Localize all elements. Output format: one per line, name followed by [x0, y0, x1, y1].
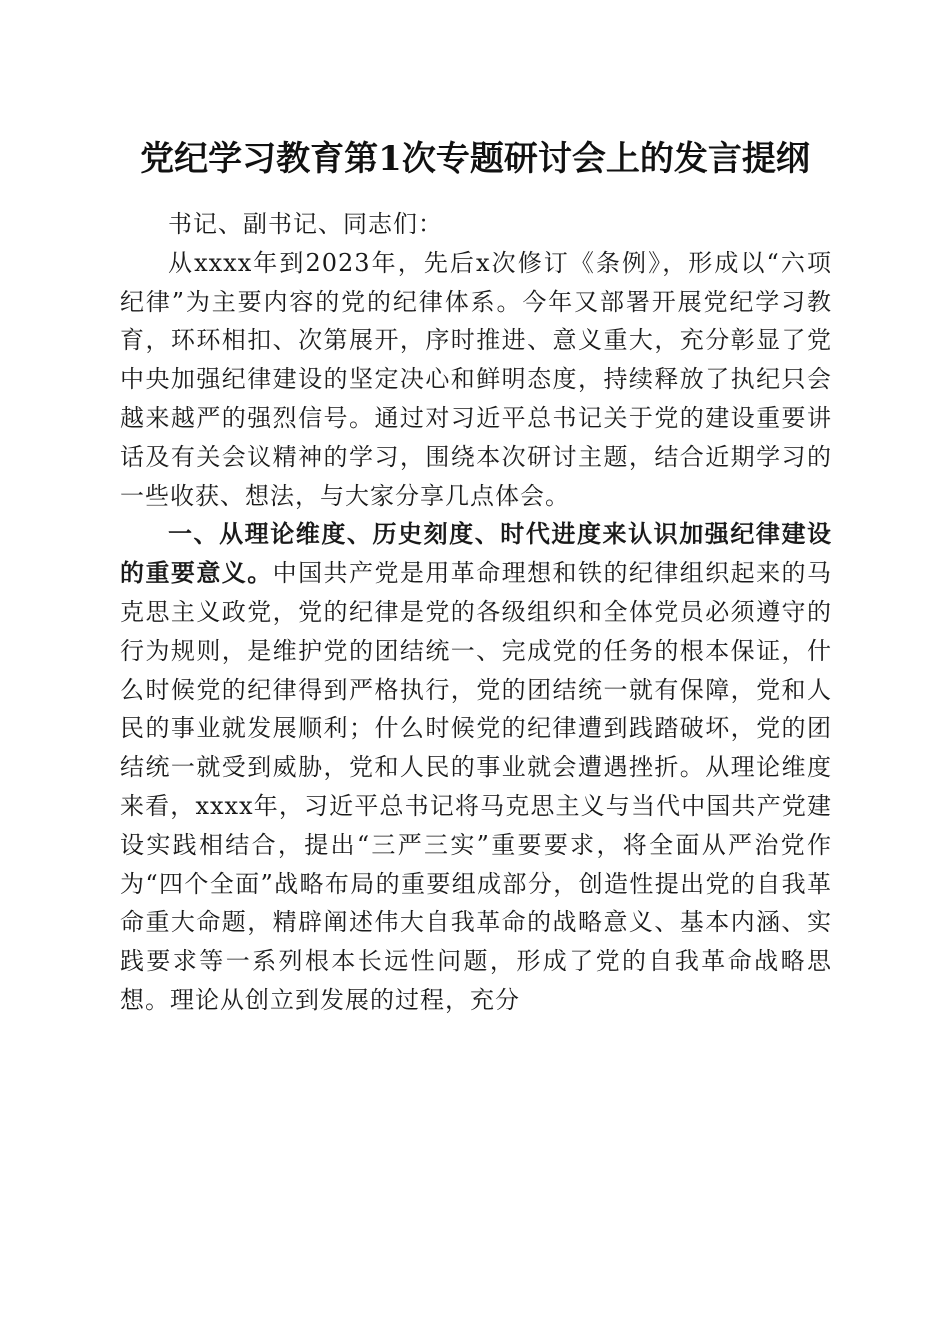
- section-1-body: 中国共产党是用革命理想和铁的纪律组织起来的马克思主义政党，党的纪律是党的各级组织和全体党员必须遵守的行为规则，是维护党的团结统一、完成党的任务的根本保证，什么时候党的纪律得到严格执行，党的团结统一就有保障，党和人民的事业就发展顺利；什么时候党的纪律遭到践踏破坏，党的团结统一就受到威胁，党和人民的事业就会遭遇挫折。从理论维度来看，xxxx年，习近平总书记将马克思主义与当代中国共产党建设实践相结合，提出“三严三实”重要要求，将全面从严治党作为“四个全面”战略布局的重要组成部分，创造性提出党的自我革命重大命题，精辟阐述伟大自我革命的战略意义、基本内涵、实践要求等一系列根本长远性问题，形成了党的自我革命战略思想。理论从创立到发展的过程，充分: [120, 559, 833, 1014]
- document-title: 党纪学习教育第1次专题研讨会上的发言提纲: [140, 139, 810, 179]
- paragraph-2: [120, 515, 832, 1019]
- section-1-heading: 一、从理论维度、历史刻度、时代进度来认识加强纪律建设的重要意义。: [120, 520, 832, 588]
- greeting: 书记、副书记、同志们：: [168, 210, 443, 238]
- paragraph-1: 从xxxx年到2023年，先后x次修订《条例》，形成以“六项纪律”为主要内容的党的纪律体系。今年又部署开展党纪学习教育，环环相扣、次第展开，序时推进、意义重大，充分彰显了党中央加强纪律建设的坚定决心和鲜明态度，持续释放了执纪只会越来越严的强烈信号。通过对习近平总书记关于党的建设重要讲话及有关会议精神的学习，围绕本次研讨主题，结合近期学习的一些收获、想法，与大家分享几点体会。: [120, 248, 832, 510]
- document-body: [120, 205, 832, 1020]
